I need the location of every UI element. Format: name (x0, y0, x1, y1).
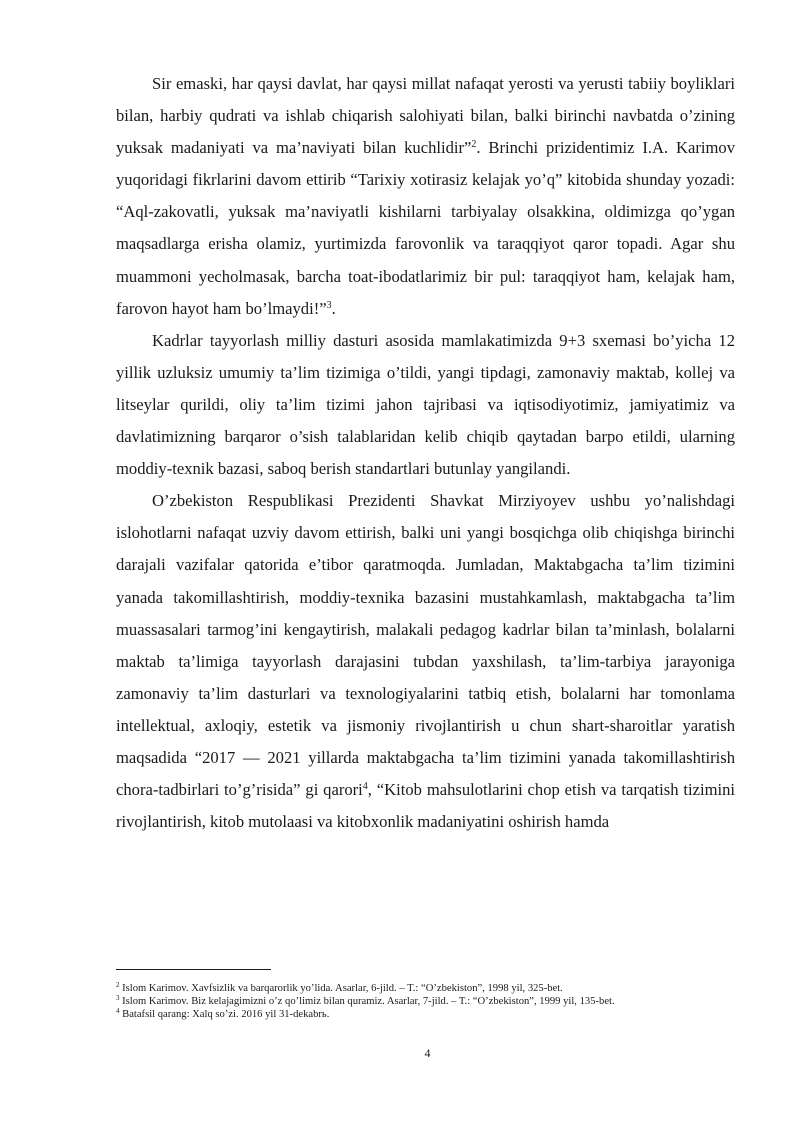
footnote-3-text: Islom Karimov. Biz kelajagimizni o’z qo’limiz bilan quramiz. Asarlar, 7-jild. – T.: “O’zbekiston”, 1999 yil, 135-bet. (119, 996, 615, 1007)
paragraph-1 (116, 68, 735, 325)
paragraph-3-text-b: , “Kitob mahsulotlarini chop etish va tarqatish tizimini rivojlantirish, kitob mutolaasi va kitobxonlik madaniyatini oshirish hamda (116, 780, 736, 832)
footnotes (116, 982, 735, 1021)
footnote-4-number: 4 (116, 1007, 120, 1015)
paragraph-2 (116, 325, 735, 485)
paragraph-3 (116, 485, 735, 838)
paragraph-2-text: Kadrlar tayyorlash milliy dasturi asosida mamlakatimizda 9+3 sxemasi bo’yicha 12 yillik uzluksiz umumiy ta’lim tizimiga o’tildi, yangi tipdagi, zamonaviy maktab, kollej va litseylar qurildi, oliy ta’lim tizimi jahon tajribasi va iqtisodiyotimiz, jamiyatimiz va davlatimizning barqaror o’sish talablaridan kelib chiqib qaytadan barpo etildi, ularning moddiy-texnik bazasi, saboq berish standartlari butunlay yangilandi. (116, 330, 735, 479)
paragraph-3-text-a: O’zbekiston Respublikasi Prezidenti Shavkat Mirziyoyev ushbu yo’nalishdagi islohotlarni nafaqat uzviy davom ettirish, balki uni yangi bosqichga olib chiqishga birinchi darajali vazifalar qatorida e’tibor qaratmoqda. Jumladan, Maktabgacha ta’lim tizimini yanada takomillashtirish, moddiy-texnika bazasini mustahkamlash, maktabgacha ta’lim muassasalari tarmog’ini kengaytirish, malakali pedagog kadrlar bilan ta’minlash, bolalarni maktab ta’limiga tayyorlash darajasini tubdan yaxshilash, ta’lim-tarbiya jarayoniga zamonaviy ta’lim dasturlari va texnologiyalarini tatbiq etish, bolalarni har tomonlama intellektual, axloqiy, estetik va jismoniy rivojlantirish u chun shart-sharoitlar yaratish maqsadida “2017 — 2021 yillarda maktabgacha ta’lim tizimini yanada takomillashtirish chora-tadbirlari to’g’risida” gi qarori (116, 491, 735, 800)
footnote-4 (116, 1008, 735, 1021)
footnote-ref-2[interactable]: 2 (471, 139, 477, 151)
footnote-separator (116, 969, 271, 970)
footnote-ref-4[interactable]: 4 (362, 781, 368, 793)
page-number: 4 (424, 1046, 431, 1060)
footnote-4-text: Batafsil qarang: Xalq so’zi. 2016 yil 31-dekabrь. (119, 1009, 330, 1020)
paragraph-1-text-a: Sir emaski, har qaysi davlat, har qaysi millat nafaqat yerosti va yerusti tabiiy boyliklari bilan, harbiy qudrati va ishlab chiqarish salohiyati bilan, balki birinchi navbatda o’zining yuksak madaniyati va ma’naviyati bilan kuchlidir” (116, 74, 735, 158)
footnote-ref-3[interactable]: 3 (326, 299, 332, 311)
paragraph-1-text-b: . Brinchi prizidentimiz I.A. Karimov yuqoridagi fikrlarini davom ettirib “Tarixiy xotirasiz kelajak yo’q” kitobida shunday yozadi: “Aql-zakovatli, yuksak ma’naviyatli kishilarni tarbiyalay olsakkina, oldimizga qo’ygan maqsadlarga erisha olamiz, yurtimizda farovonlik va taraqqiyot qaror topadi. Agar shu muammoni yecholmasak, barcha toat-ibodatlarimiz bir pul: taraqqiyot ham, kelajak ham, farovon hayot ham bo’lmaydi!” (116, 138, 736, 318)
footnote-2-text: Islom Karimov. Xavfsizlik va barqarorlik yo’lida. Asarlar, 6-jild. – T.: “O’zbekiston”, 1998 yil, 325-bet. (119, 983, 563, 994)
footnote-2 (116, 982, 735, 995)
footnote-3-number: 3 (116, 994, 120, 1002)
footnote-3 (116, 995, 735, 1008)
paragraph-1-text-c: . (331, 298, 336, 318)
body-text (116, 68, 735, 838)
footnote-2-number: 2 (116, 981, 120, 989)
